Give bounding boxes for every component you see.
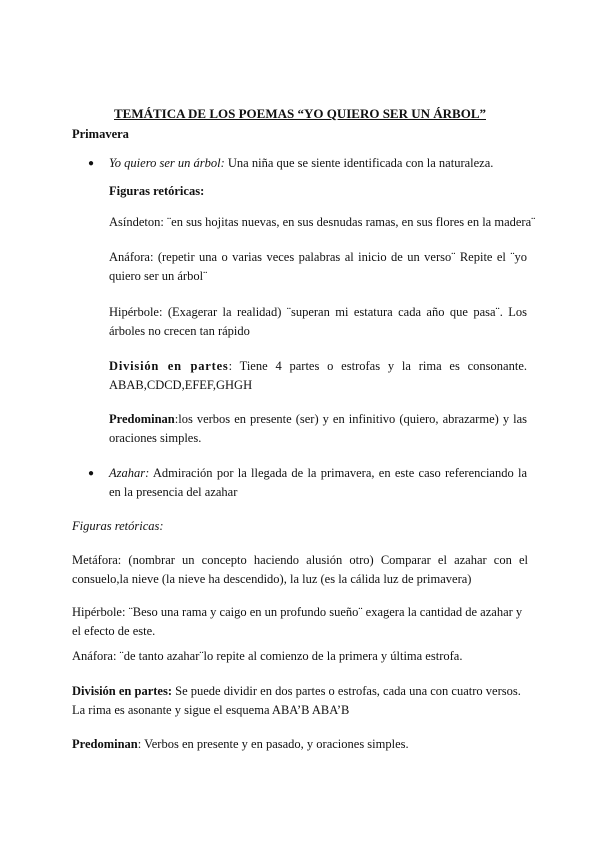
bullet-item-yo-quiero bbox=[88, 154, 529, 173]
anafora-paragraph-1: Anáfora: (repetir una o varias veces palabras al inicio de un verso¨ Repite el ¨yo quiero ser un árbol¨ bbox=[109, 250, 527, 283]
predominan-text: :los verbos en presente (ser) y en infinitivo (quiero, abrazarme) y las oraciones simples. bbox=[109, 412, 527, 445]
predominan-label: Predominan bbox=[109, 412, 175, 426]
predominan-label: Predominan bbox=[72, 737, 138, 751]
document-title: TEMÁTICA DE LOS POEMAS “YO QUIERO SER UN ÁRBOL” bbox=[114, 106, 486, 121]
bullet-icon: ● bbox=[88, 158, 95, 169]
hiperbole-paragraph-1: Hipérbole: (Exagerar la realidad) ¨superan mi estatura cada año que pasa¨. Los árboles no crecen tan rápido bbox=[109, 305, 527, 338]
bullet-icon: ● bbox=[88, 468, 95, 479]
figuras-heading: Figuras retóricas: bbox=[109, 184, 205, 198]
division-paragraph-2 bbox=[72, 682, 530, 720]
predominan-paragraph-1 bbox=[109, 410, 527, 448]
bullet-text: Una niña que se siente identificada con la naturaleza. bbox=[224, 156, 494, 170]
division-text: : Tiene 4 partes o estrofas y la rima es consonante. ABAB,CDCD,EFEF,GHGH bbox=[109, 359, 527, 392]
asindeton-label: Asíndeton: bbox=[109, 215, 164, 229]
division-label: División en partes: bbox=[72, 684, 172, 698]
hiperbole-paragraph-2: Hipérbole: ¨Beso una rama y caigo en un profundo sueño¨ exagera la cantidad de azahar y el efecto de este. bbox=[72, 605, 523, 638]
bullet-term: Yo quiero ser un árbol: bbox=[109, 156, 225, 170]
bullet-term: Azahar: bbox=[109, 466, 150, 480]
asindeton-paragraph bbox=[109, 213, 539, 232]
division-text: Se puede dividir en dos partes o estrofas, cada una con cuatro versos. La rima es asonante y sigue el esquema ABA’B ABA’B bbox=[72, 684, 521, 717]
division-paragraph-1 bbox=[109, 357, 527, 395]
figuras-heading-2: Figuras retóricas: bbox=[72, 519, 164, 533]
anafora-paragraph-2: Anáfora: ¨de tanto azahar¨lo repite al comienzo de la primera y última estrofa. bbox=[72, 649, 463, 663]
bullet-text: Admiración por la llegada de la primavera, en este caso referenciando la en la presencia del azahar bbox=[109, 466, 527, 499]
predominan-paragraph-2 bbox=[72, 735, 530, 754]
metafora-paragraph: Metáfora: (nombrar un concepto haciendo alusión otro) Comparar el azahar con el consuelo,la nieve (la nieve ha descendido), la luz (es la cálida luz de primavera) bbox=[72, 553, 528, 586]
bullet-item-azahar bbox=[88, 464, 527, 502]
division-label: División en partes bbox=[109, 359, 229, 373]
predominan-text: : Verbos en presente y en pasado, y oraciones simples. bbox=[137, 737, 409, 751]
asindeton-text: ¨en sus hojitas nuevas, en sus desnudas ramas, en sus flores en la madera¨ bbox=[163, 215, 536, 229]
section-heading-primavera: Primavera bbox=[72, 127, 129, 141]
